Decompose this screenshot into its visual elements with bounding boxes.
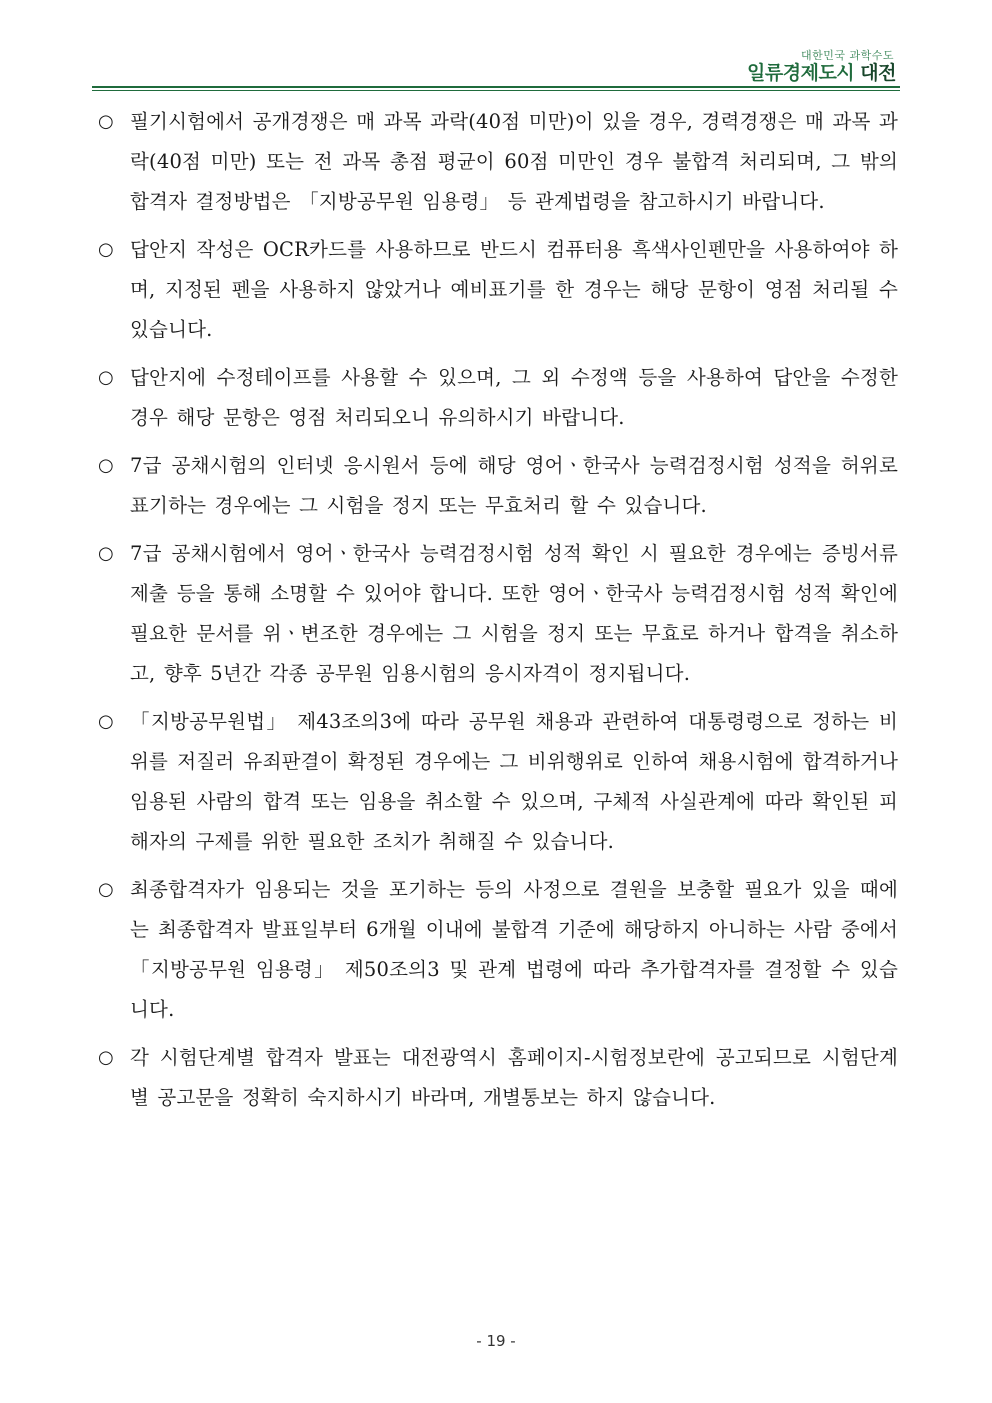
notice-item-text: 최종합격자가 임용되는 것을 포기하는 등의 사정으로 결원을 보충할 필요가 있을 때에는 최종합격자 발표일부터 6개월 이내에 불합격 기준에 해당하지 아니하는 사람 중에서 「지방공무원 임용령」 제50조의3 및 관계 법령에 따라 추가합격자를 결정할 수 있습니다. (130, 878, 898, 1021)
bullet-circle-icon: ○ (98, 239, 114, 260)
notice-item (98, 870, 898, 1030)
notice-item (98, 702, 898, 862)
notice-item (98, 446, 898, 526)
notice-item (98, 102, 898, 222)
notice-item (98, 534, 898, 694)
bullet-circle-icon: ○ (98, 1047, 114, 1068)
notice-list (98, 102, 898, 1126)
city-logo (747, 50, 896, 83)
notice-item-text: 각 시험단계별 합격자 발표는 대전광역시 홈페이지-시험정보란에 공고되므로 시험단계별 공고문을 정확히 숙지하시기 바라며, 개별통보는 하지 않습니다. (130, 1046, 898, 1109)
notice-item (98, 1038, 898, 1118)
notice-item-text: 답안지 작성은 OCR카드를 사용하므로 반드시 컴퓨터용 흑색사인펜만을 사용하여야 하며, 지정된 펜을 사용하지 않았거나 예비표기를 한 경우는 해당 문항이 영점 처리될 수 있습니다. (130, 238, 898, 341)
notice-item-text: 7급 공채시험에서 영어ㆍ한국사 능력검정시험 성적 확인 시 필요한 경우에는 증빙서류 제출 등을 통해 소명할 수 있어야 합니다. 또한 영어ㆍ한국사 능력검정시험 성적 확인에 필요한 문서를 위ㆍ변조한 경우에는 그 시험을 정지 또는 무효로 하거나 합격을 취소하고, 향후 5년간 각종 공무원 임용시험의 응시자격이 정지됩니다. (130, 542, 898, 685)
logo-title (747, 64, 896, 83)
notice-item (98, 230, 898, 350)
bullet-circle-icon: ○ (98, 455, 114, 476)
header-rule (92, 86, 900, 88)
logo-subtitle: 대한민국 과학수도 (800, 49, 894, 62)
notice-item-text: 필기시험에서 공개경쟁은 매 과목 과락(40점 미만)이 있을 경우, 경력경쟁은 매 과목 과락(40점 미만) 또는 전 과목 총점 평균이 60점 미만인 경우 불합격 처리되며, 그 밖의 합격자 결정방법은 「지방공무원 임용령」 등 관계법령을 참고하시기 바랍니다. (130, 110, 898, 213)
notice-item-text: 7급 공채시험의 인터넷 응시원서 등에 해당 영어ㆍ한국사 능력검정시험 성적을 허위로 표기하는 경우에는 그 시험을 정지 또는 무효처리 할 수 있습니다. (130, 454, 898, 517)
logo-title-city: 대전 (860, 62, 896, 84)
bullet-circle-icon: ○ (98, 879, 114, 900)
bullet-circle-icon: ○ (98, 711, 114, 732)
bullet-circle-icon: ○ (98, 543, 114, 564)
notice-item-text: 답안지에 수정테이프를 사용할 수 있으며, 그 외 수정액 등을 사용하여 답안을 수정한 경우 해당 문항은 영점 처리되오니 유의하시기 바랍니다. (130, 366, 898, 429)
logo-title-slogan: 일류경제도시 (747, 62, 855, 84)
header-rule-thin (92, 90, 900, 91)
notice-item-text: 「지방공무원법」 제43조의3에 따라 공무원 채용과 관련하여 대통령령으로 정하는 비위를 저질러 유죄판결이 확정된 경우에는 그 비위행위로 인하여 채용시험에 합격하거나 임용된 사람의 합격 또는 임용을 취소할 수 있으며, 구체적 사실관계에 따라 확인된 피해자의 구제를 위한 필요한 조치가 취해질 수 있습니다. (130, 710, 898, 853)
bullet-circle-icon: ○ (98, 367, 114, 388)
bullet-circle-icon: ○ (98, 111, 114, 132)
notice-item (98, 358, 898, 438)
page-number: - 19 - (476, 1332, 516, 1350)
